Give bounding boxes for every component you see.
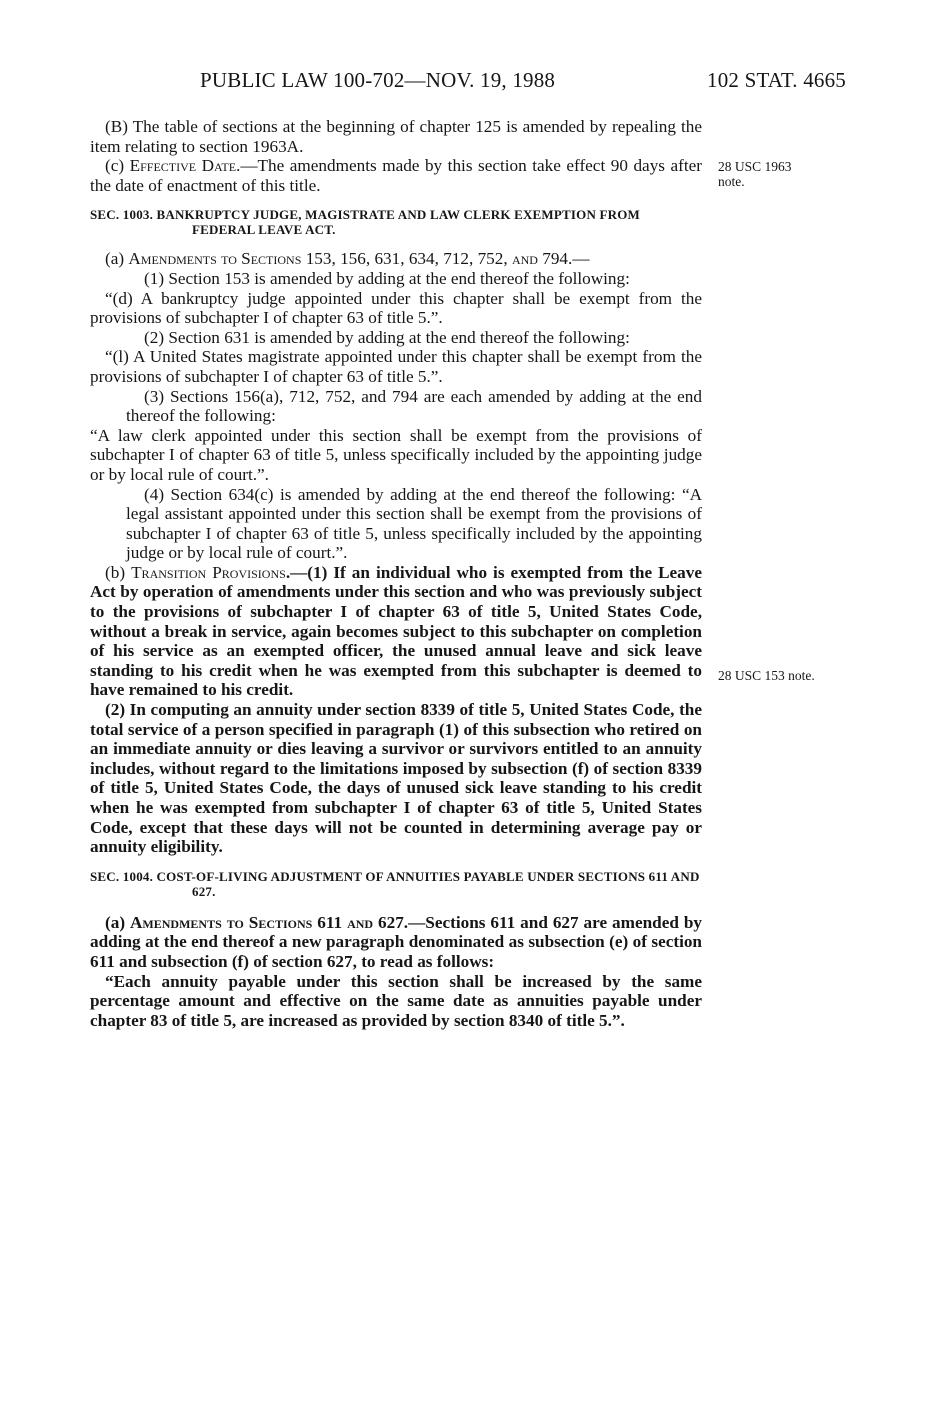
quote-d-bankruptcy-judge: “(d) A bankruptcy judge appointed under this chapter shall be exempt from the provisions of subchapter I of chapter 63 of title 5.”. [90, 288, 702, 328]
paragraph-a3: (3) Sections 156(a), 712, 752, and 794 are each amended by adding at the end thereof the following: [126, 386, 702, 426]
paragraph-b-table-of-sections: (B) The table of sections at the beginning of chapter 125 is amended by repealing the item relating to section 1963A. [90, 117, 702, 156]
section-heading-1004: SEC. 1004. COST-OF-LIVING ADJUSTMENT OF ANNUITIES PAYABLE UNDER SECTIONS 611 AND 627. [90, 868, 700, 899]
paragraph-c-effective-date: (c) Effective Date.—The amendments made by this section take effect 90 days after the date of enactment of this title. [90, 156, 702, 195]
quote-l-magistrate: “(l) A United States magistrate appointed under this chapter shall be exempt from the provisions of subchapter I of chapter 63 of title 5.”. [90, 347, 702, 386]
paragraph-a2: (2) Section 631 is amended by adding at the end thereof the following: [144, 327, 630, 347]
quote-each-annuity: “Each annuity payable under this section shall be increased by the same percentage amount and effective on the same date as annuities payable under chapter 83 of title 5, are increased as provided by section 8340 of title 5.”. [90, 971, 702, 1030]
running-header [90, 68, 846, 98]
paragraph-b2-annuity: (2) In computing an annuity under section 8339 of title 5, United States Code, the total service of a person specified in paragraph (1) of this subsection who retired on an immediate annuity or dies leaving a survivor or survivors entitled to an annuity includes, without regard to the limitations imposed by subsection (f) of section 8339 of title 5, United States Code, the days of unused sick leave standing to his credit when he was exempted from subchapter I of chapter 63 of title 5, United States Code, except that these days will not be counted in determining average pay or annuity eligibility. [90, 700, 702, 857]
paragraph-a4: (4) Section 634(c) is amended by adding at the end thereof the following: “A legal assistant appointed under this section shall be exempt from the provisions of subchapter I of chapter 63 of title 5, unless specifically included by the appointing judge or by local rule of court.”. [126, 484, 702, 563]
subsection-a-amendments: (a) Amendments to Sections 153, 156, 631, 634, 712, 752, and 794.— [105, 249, 590, 269]
paragraph-a1: (1) Section 153 is amended by adding at the end thereof the following: [144, 268, 630, 288]
stat-page-number: 102 STAT. 4665 [707, 68, 846, 92]
section-heading-1003: SEC. 1003. BANKRUPTCY JUDGE, MAGISTRATE AND LAW CLERK EXEMPTION FROM FEDERAL LEAVE ACT. [90, 207, 641, 238]
page-title: PUBLIC LAW 100-702—NOV. 19, 1988 [200, 68, 556, 92]
document-body [90, 117, 702, 1030]
subsection-a-cost-of-living: (a) Amendments to Sections 611 and 627.—Sections 611 and 627 are amended by adding at the end thereof a new paragraph denominated as subsection (e) of section 611 and subsection (f) of section 627, to read as follows: [90, 912, 702, 971]
margin-note-28-usc-1963: 28 USC 1963 note. [718, 159, 792, 189]
quote-law-clerk: “A law clerk appointed under this section shall be exempt from the provisions of subchapter I of chapter 63 of title 5, unless specifically included by the appointing judge or by local rule of court.”. [90, 425, 702, 484]
subsection-b-transition: (b) Transition Provisions.—(1) If an individual who is exempted from the Leave Act by operation of amendments under this section and who was previously subject to the provisions of subchapter I of chapter 63 of title 5, United States Code, without a break in service, again becomes subject to this subchapter on completion of his service as an exempted officer, the unused annual leave and sick leave standing to his credit when he was exempted from this subchapter is deemed to have remained to his credit. [90, 562, 702, 700]
margin-note-28-usc-153: 28 USC 153 note. [718, 668, 815, 683]
